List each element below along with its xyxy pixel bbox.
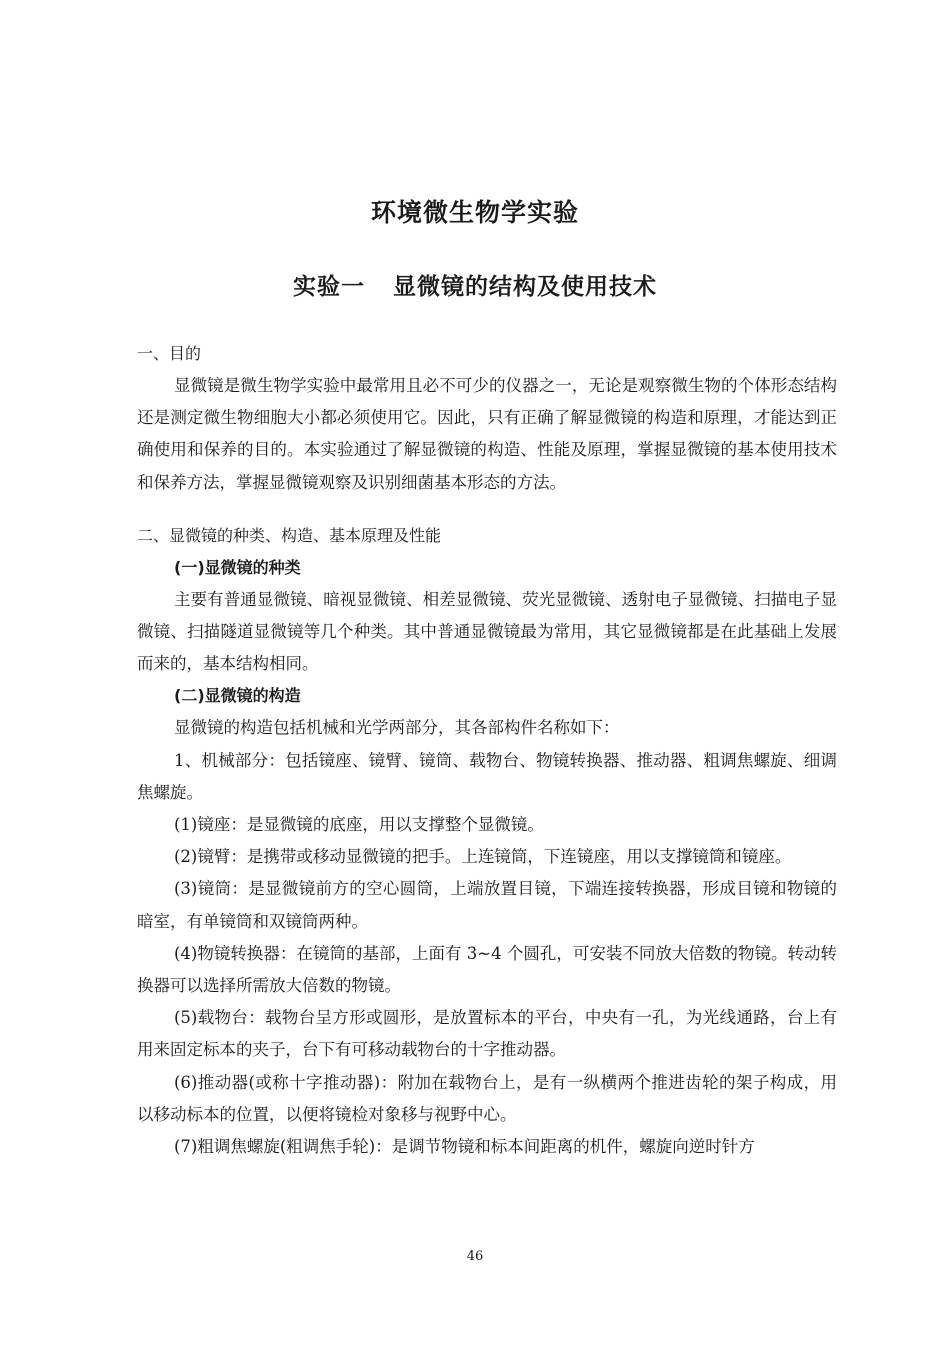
page-number: 46	[466, 1249, 484, 1264]
types-paragraph: 主要有普通显微镜、暗视显微镜、相差显微镜、荧光显微镜、透射电子显微镜、扫描电子显微镜、扫描隧道显微镜等几个种类。其中普通显微镜最为常用，其它显微镜都是在此基础上发展而来的，基本结构相同。	[137, 589, 837, 674]
chapter-name: 显微镜的结构及使用技术	[393, 274, 657, 300]
list-item-mechanical-stage: (6)推动器(或称十字推动器)：附加在载物台上，是有一纵横两个推进齿轮的架子构成，用以移动标本的位置，以便将镜检对象移与视野中心。	[137, 1072, 837, 1124]
subsection-heading-structure: (二)显微镜的构造	[174, 686, 301, 706]
list-item-arm: (2)镜臂：是携带或移动显微镜的把手。上连镜筒，下连镜座，用以支撑镜筒和镜座。	[174, 847, 792, 867]
section-heading-purpose: 一、目的	[137, 344, 202, 363]
list-item-stage: (5)载物台：载物台呈方形或圆形，是放置标本的平台，中央有一孔，为光线通路，台上有用来固定标本的夹子，台下有可移动载物台的十字推动器。	[137, 1008, 837, 1060]
list-item-coarse-focus: (7)粗调焦螺旋(粗调焦手轮)：是调节物镜和标本间距离的机件，螺旋向逆时针方	[174, 1137, 755, 1157]
document-title: 环境微生物学实验	[370, 198, 579, 227]
structure-intro-paragraph: 显微镜的构造包括机械和光学两部分，其各部构件名称如下：	[174, 718, 620, 738]
chapter-label: 实验一	[293, 274, 365, 300]
list-item-base: (1)镜座：是显微镜的底座，用以支撑整个显微镜。	[174, 815, 544, 835]
chapter-title	[0, 269, 950, 305]
section-heading-types-structure: 二、显微镜的种类、构造、基本原理及性能	[137, 525, 442, 545]
document-body	[137, 338, 837, 1163]
subsection-heading-types: (一)显微镜的种类	[174, 557, 301, 577]
mechanical-parts-paragraph: 1、机械部分：包括镜座、镜臂、镜筒、载物台、物镜转换器、推动器、粗调焦螺旋、细调焦螺旋。	[137, 750, 837, 802]
list-item-nosepiece: (4)物镜转换器：在镜筒的基部，上面有 3~4 个圆孔，可安装不同放大倍数的物镜。转动转换器可以选择所需放大倍数的物镜。	[137, 943, 837, 996]
list-item-tube: (3)镜筒：是显微镜前方的空心圆筒，上端放置目镜，下端连接转换器，形成目镜和物镜的暗室，有单镜筒和双镜筒两种。	[137, 879, 837, 931]
purpose-paragraph: 显微镜是微生物学实验中最常用且必不可少的仪器之一，无论是观察微生物的个体形态结构还是测定微生物细胞大小都必须使用它。因此，只有正确了解显微镜的构造和原理，才能达到正确使用和保养的目的。本实验通过了解显微镜的构造、性能及原理，掌握显微镜的基本使用技术和保养方法，掌握显微镜观察及识别细菌基本形态的方法。	[137, 376, 837, 492]
